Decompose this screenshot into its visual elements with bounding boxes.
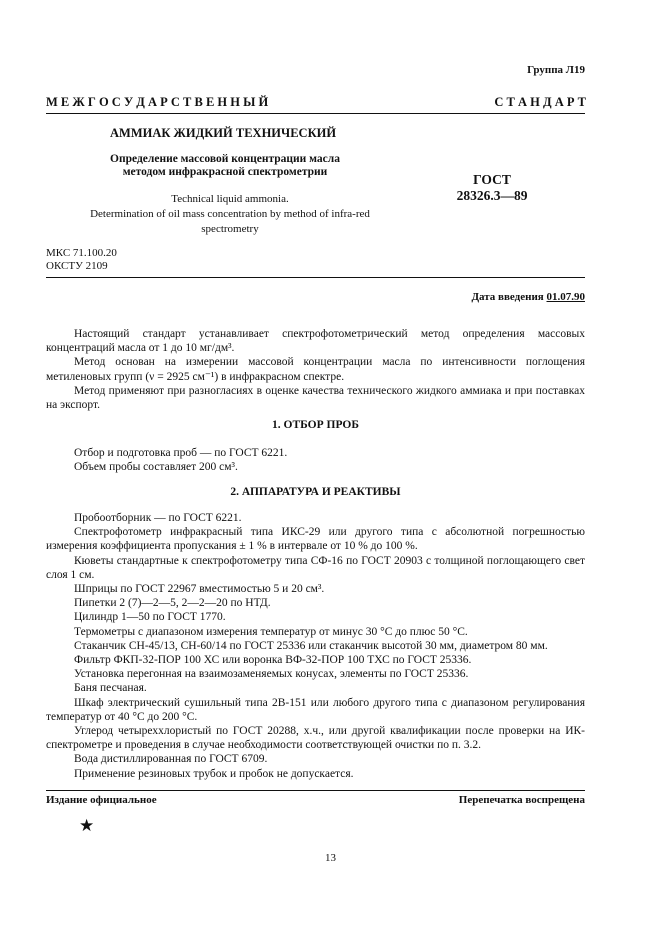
- classifier-codes: [46, 247, 117, 273]
- intro-date: [471, 291, 585, 303]
- english-line-3: spectrometry: [201, 223, 259, 235]
- english-line-2: Determination of oil mass concentration by method of infra-red: [90, 208, 370, 220]
- section-2-paragraph: Фильтр ФКП-32-ПОР 100 ХС или воронка ВФ-32-ПОР 100 ТХС по ГОСТ 25336.: [74, 654, 472, 667]
- section-2-paragraph: Цилиндр 1—50 по ГОСТ 1770.: [74, 611, 226, 624]
- section-1-title: 1. ОТБОР ПРОБ: [272, 419, 359, 431]
- subtitle-line-2: методом инфракрасной спектрометрии: [122, 166, 328, 178]
- english-line-1: Technical liquid ammonia.: [171, 193, 289, 205]
- intro-date-value: 01.07.90: [546, 291, 585, 303]
- footer-rule: [46, 790, 585, 791]
- mks-code: МКС 71.100.20: [46, 247, 117, 259]
- okstu-code: ОКСТУ 2109: [46, 260, 108, 272]
- section-2-paragraph: Баня песчаная.: [74, 682, 147, 695]
- document-title: АММИАК ЖИДКИЙ ТЕХНИЧЕСКИЙ: [110, 126, 337, 140]
- header-rule: [46, 113, 585, 114]
- gost-label: ГОСТ: [473, 172, 511, 187]
- section-2-paragraph: Спектрофотометр инфракрасный типа ИКС-29 или другого типа с абсолютной погрешностью измерения коэффициента пропускания ± 1 % в интервале от 10 % до 100 %.: [46, 526, 585, 553]
- intro-paragraph: Настоящий стандарт устанавливает спектрофотометрический метод определения массовых концентраций масла от 1 до 10 мг/дм³.: [46, 328, 585, 355]
- intro-date-label: Дата введения: [471, 291, 544, 303]
- document-subtitle: [80, 153, 370, 179]
- footer-reprint-prohibited: Перепечатка воспрещена: [458, 794, 585, 806]
- intro-paragraph: Метод основан на измерении массовой концентрации масла по интенсивности поглощения метиленовых групп (ν = 2925 см⁻¹) в инфракрасном спектре.: [46, 356, 585, 383]
- star-icon: ★: [79, 816, 95, 835]
- section-2-paragraph: Пробоотборник — по ГОСТ 6221.: [74, 512, 242, 524]
- intro-section: [46, 327, 585, 412]
- classifier-rule: [46, 277, 585, 278]
- section-2-paragraph: Стаканчик СН-45/13, СН-60/14 по ГОСТ 25336 или стаканчик высотой 30 мм, диаметром 80 мм.: [74, 639, 548, 652]
- section-2-paragraph: Термометры с диапазоном измерения температур от минус 30 °С до плюс 50 °С.: [74, 625, 468, 638]
- banner-right: С Т А Н Д А Р Т: [494, 95, 586, 109]
- section-2-title: 2. АППАРАТУРА И РЕАКТИВЫ: [230, 486, 401, 498]
- section-2-paragraph: Кюветы стандартные к спектрофотометру типа СФ-16 по ГОСТ 20903 с толщиной поглощающего свет слоя 1 см.: [46, 554, 585, 581]
- section-1-paragraph: Объем пробы составляет 200 см³.: [74, 461, 238, 474]
- section-1-paragraph: Отбор и подготовка проб — по ГОСТ 6221.: [74, 447, 288, 459]
- section-1: [46, 446, 585, 474]
- section-2-paragraph: Шприцы по ГОСТ 22967 вместимостью 5 и 20 см³.: [74, 583, 325, 596]
- group-label: Группа Л19: [527, 64, 585, 76]
- english-title: [60, 192, 400, 237]
- page-number: 13: [325, 852, 336, 864]
- section-2-paragraph: Пипетки 2 (7)—2—5, 2—2—20 по НТД.: [74, 597, 271, 610]
- footer-official-edition: Издание официальное: [46, 794, 157, 806]
- section-2-paragraph: Углерод четыреххлористый по ГОСТ 20288, х.ч., или другой квалификации после проверки на ИК-спектрометре и проведения в случае необходимости соответствующей очистки по п. 3.2.: [46, 725, 585, 752]
- gost-number: 28326.3—89: [456, 188, 528, 203]
- section-2-paragraph: Вода дистиллированная по ГОСТ 6709.: [74, 753, 268, 766]
- gost-designation: [432, 172, 552, 204]
- section-2: [46, 511, 585, 781]
- banner-left: М Е Ж Г О С У Д А Р С Т В Е Н Н Ы Й: [46, 95, 269, 109]
- section-2-paragraph: Установка перегонная на взаимозаменяемых конусах, элементы по ГОСТ 25336.: [74, 668, 469, 681]
- subtitle-line-1: Определение массовой концентрации масла: [110, 153, 340, 165]
- intro-paragraph: Метод применяют при разногласиях в оценке качества технического жидкого аммиака и при поставках на экспорт.: [46, 384, 585, 412]
- standard-banner: [46, 95, 586, 110]
- section-2-paragraph: Применение резиновых трубок и пробок не допускается.: [74, 767, 354, 780]
- section-2-paragraph: Шкаф электрический сушильный типа 2В-151 или любого другого типа с диапазоном регулирования температур от 40 °С до 200 °С.: [46, 696, 585, 723]
